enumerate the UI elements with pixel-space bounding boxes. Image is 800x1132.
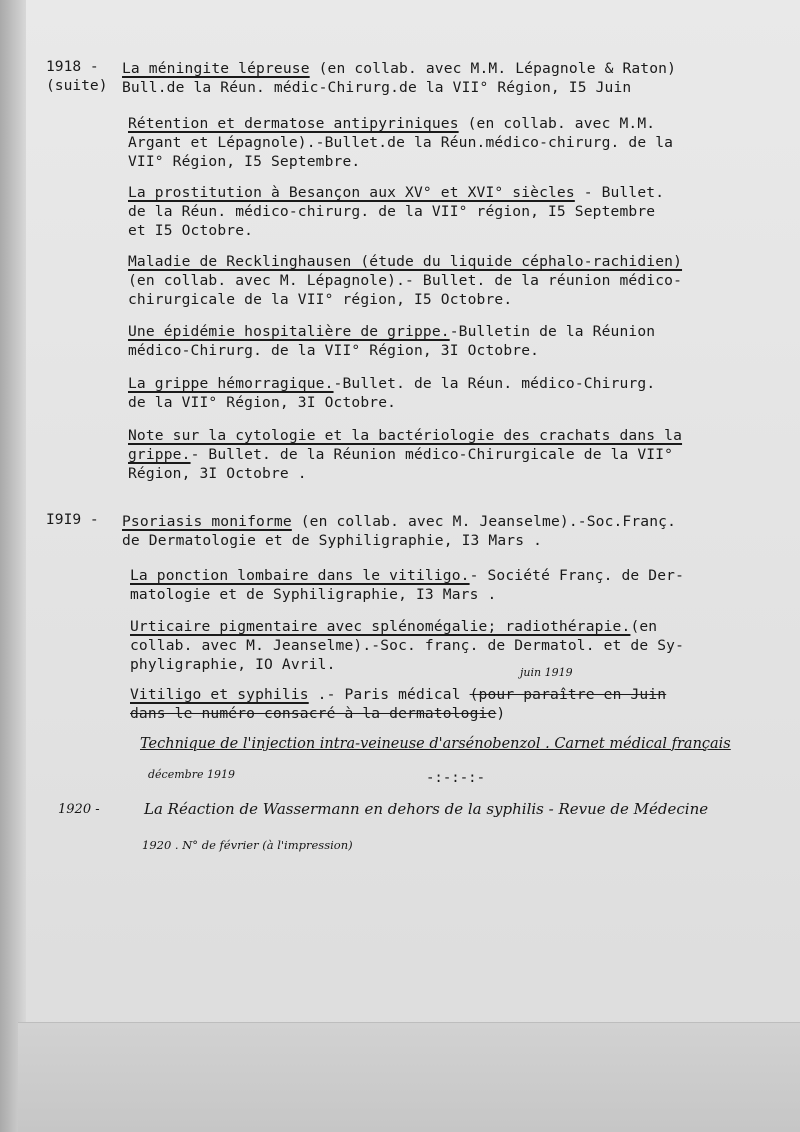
underlined-title: Rétention et dermatose antipyriniques [128, 115, 459, 132]
citation-text: ) [496, 705, 506, 722]
underlined-title: Urticaire pigmentaire avec splénomégalie; radiothérapie. [130, 618, 631, 635]
e1918-entry-1-line-2 [122, 78, 631, 97]
citation-text: (en [630, 618, 658, 635]
citation-text: collab. avec M. Jeanselme).-Soc. franç. de Dermatol. et de Sy- [130, 637, 685, 654]
handwritten-insert-juin: juin 1919 [520, 666, 573, 679]
citation-text: Argant et Lépagnole).-Bullet.de la Réun.médico-chirurg. de la [128, 134, 674, 151]
citation-text: - Bullet. [574, 184, 665, 201]
e1918-entry-5-line-1 [128, 322, 655, 341]
handwritten-year-1920: 1920 - [58, 802, 100, 817]
e1918-entry-6-line-1 [128, 374, 655, 393]
citation-text: VII° Région, I5 Septembre. [128, 153, 361, 170]
e1919-entry-3-line-3 [130, 655, 336, 674]
underlined-title: Vitiligo et syphilis [130, 686, 309, 703]
year-suite: (suite) [46, 77, 108, 94]
section-separator: -:-:-:- [426, 770, 486, 786]
citation-text: - Bullet. de la Réunion médico-Chirurgicale de la VII° [190, 446, 674, 463]
e1918-entry-3-line-3 [128, 221, 253, 240]
handwritten-reaction-note: 1920 . N° de février (à l'impression) [142, 838, 353, 852]
e1918-entry-7-line-2 [128, 445, 673, 464]
year-1919: I9I9 - [46, 511, 99, 528]
e1918-entry-2-line-1 [128, 114, 655, 133]
e1918-entry-6-line-2 [128, 393, 396, 412]
citation-text: (en collab. avec M. Lépagnole).- Bullet. de la réunion médico- [128, 272, 683, 289]
e1918-entry-3-line-2 [128, 202, 655, 221]
e1918-entry-7-line-1 [128, 426, 682, 445]
underlined-title: La ponction lombaire dans le vitiligo. [130, 567, 470, 584]
citation-text: Bull.de la Réun. médic-Chirurg.de la VII° Région, I5 Juin [122, 79, 632, 96]
e1918-entry-4-line-2 [128, 271, 682, 290]
citation-text: (en collab. avec M. Jeanselme).-Soc.Franç. [291, 513, 677, 530]
underlined-title: Psoriasis moniforme [122, 513, 292, 530]
page-shadow-edge [0, 0, 26, 1132]
citation-text: - Société Franç. de Der- [469, 567, 685, 584]
e1918-entry-2-line-3 [128, 152, 360, 171]
underlined-title: La grippe hémorragique. [128, 375, 334, 392]
e1918-entry-5-line-2 [128, 341, 539, 360]
citation-text: de la VII° Région, 3I Octobre. [128, 394, 397, 411]
citation-text: -Bulletin de la Réunion [449, 323, 656, 340]
e1918-entry-4-line-1 [128, 252, 682, 271]
e1919-entry-1-line-1 [122, 512, 676, 531]
underlined-title: La méningite lépreuse [122, 60, 310, 77]
year-1918: 1918 - [46, 58, 99, 75]
citation-text: matologie et de Syphiligraphie, I3 Mars . [130, 586, 497, 603]
page-fold [18, 1022, 800, 1132]
e1919-entry-2-line-1 [130, 566, 684, 585]
struck-text: (pour paraître en Juin [469, 686, 667, 703]
citation-text: de Dermatologie et de Syphiligraphie, I3 Mars . [122, 532, 543, 549]
citation-text: de la Réun. médico-chirurg. de la VII° région, I5 Septembre [128, 203, 656, 220]
e1919-entry-4-line-2 [130, 704, 505, 723]
e1919-entry-2-line-2 [130, 585, 496, 604]
e1919-entry-4-line-1 [130, 685, 666, 704]
e1918-entry-7-line-3 [128, 464, 307, 483]
citation-text: phyligraphie, IO Avril. [130, 656, 336, 673]
e1919-entry-3-line-2 [130, 636, 684, 655]
citation-text: chirurgicale de la VII° région, I5 Octobre. [128, 291, 513, 308]
e1919-entry-1-line-2 [122, 531, 542, 550]
e1919-entry-3-line-1 [130, 617, 657, 636]
underlined-title: Note sur la cytologie et la bactériologie des crachats dans la [128, 427, 683, 444]
citation-text: -Bullet. de la Réun. médico-Chirurg. [333, 375, 656, 392]
underlined-title: grippe. [128, 446, 191, 463]
struck-text: dans le numéro consacré à la dermatologie [130, 705, 497, 722]
handwritten-technique-date: décembre 1919 [148, 768, 235, 781]
citation-text: (en collab. avec M.M. [458, 115, 656, 132]
e1918-entry-1-line-1 [122, 59, 676, 78]
citation-text: (en collab. avec M.M. Lépagnole & Raton) [309, 60, 677, 77]
citation-text: et I5 Octobre. [128, 222, 254, 239]
e1918-entry-3-line-1 [128, 183, 664, 202]
citation-text: Région, 3I Octobre . [128, 465, 307, 482]
handwritten-reaction: La Réaction de Wassermann en dehors de la syphilis - Revue de Médecine [144, 800, 709, 818]
handwritten-technique: Technique de l'injection intra-veineuse d'arsénobenzol . Carnet médical français [140, 736, 731, 752]
e1918-entry-2-line-2 [128, 133, 673, 152]
underlined-title: Une épidémie hospitalière de grippe. [128, 323, 450, 340]
citation-text: médico-Chirurg. de la VII° Région, 3I Octobre. [128, 342, 540, 359]
e1918-entry-4-line-3 [128, 290, 512, 309]
underlined-title: Maladie de Recklinghausen (étude du liquide céphalo-rachidien) [128, 253, 683, 270]
citation-text: .- Paris médical [308, 686, 470, 703]
underlined-title: La prostitution à Besançon aux XV° et XVI° siècles [128, 184, 575, 201]
